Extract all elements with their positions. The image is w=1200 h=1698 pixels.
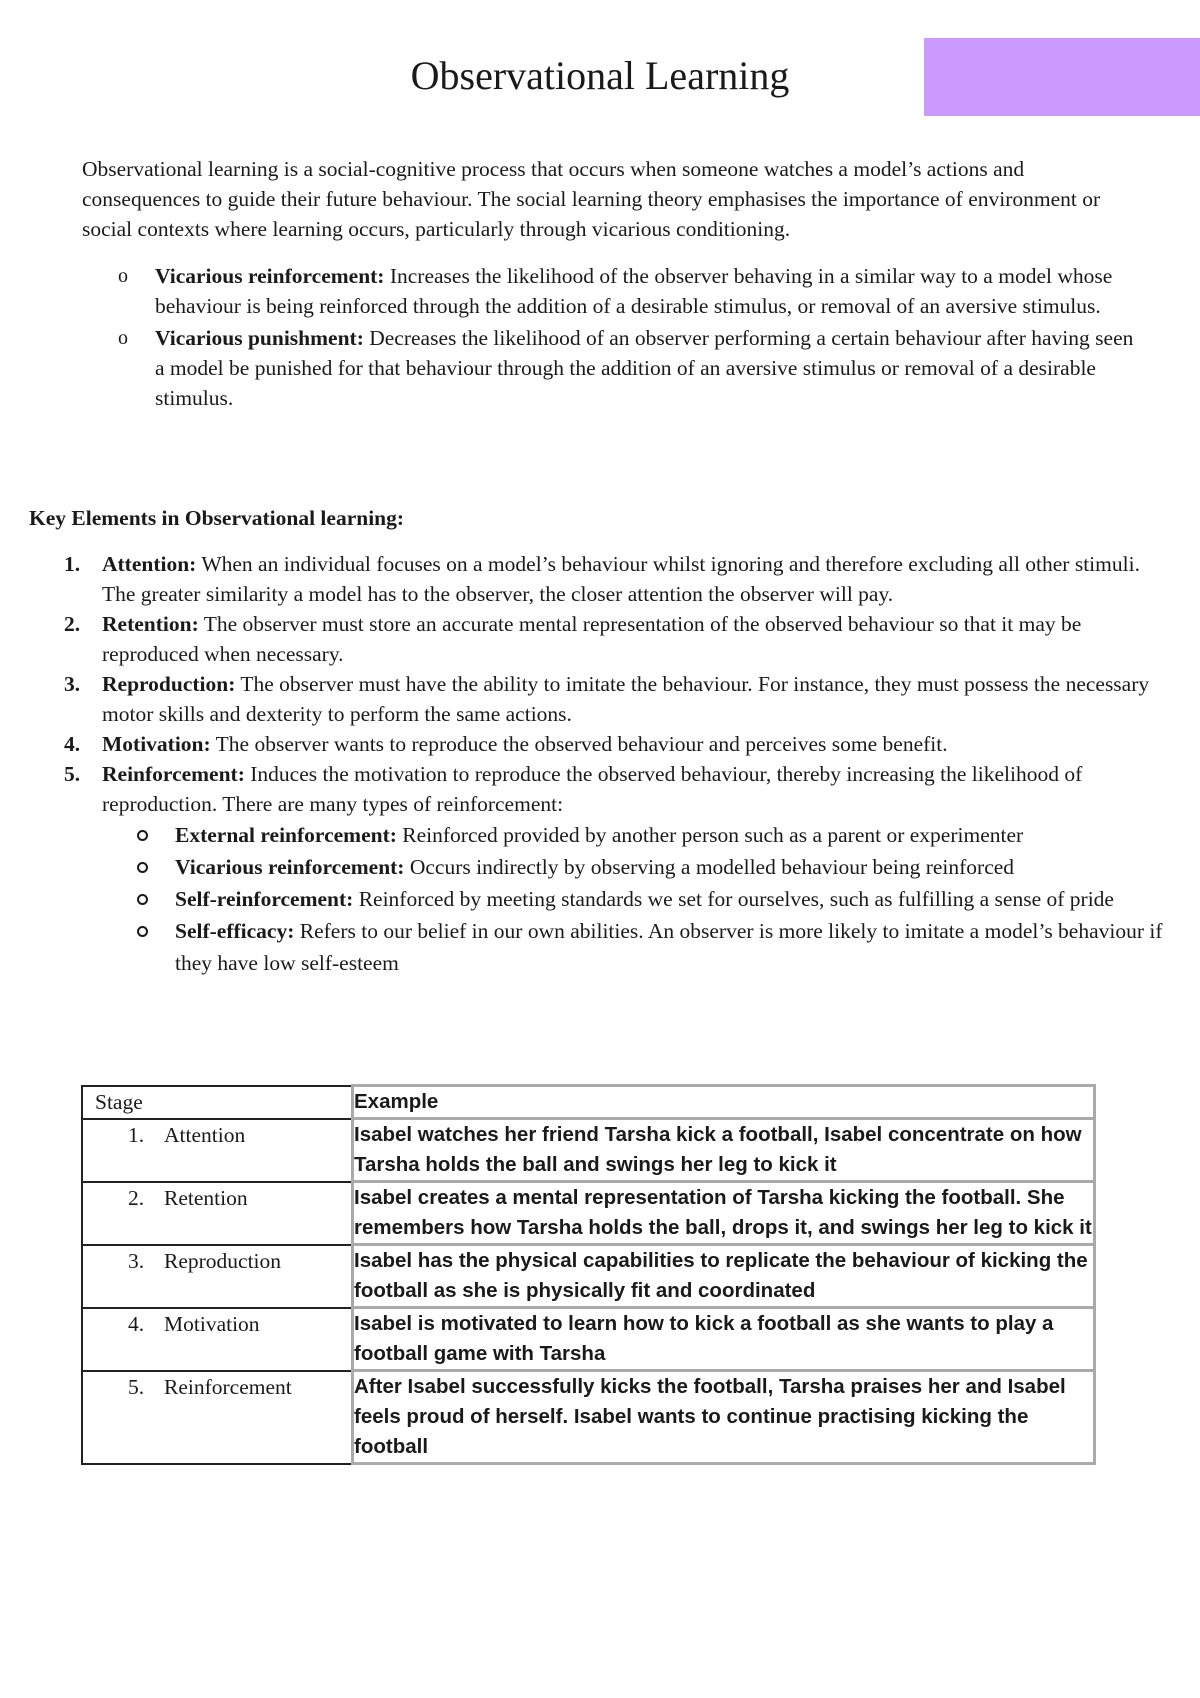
item-number: 3. <box>64 672 81 696</box>
item-number: 5. <box>64 762 81 786</box>
definition: The observer must have the ability to imitate the behaviour. For instance, they must possess the necessary motor skills and dexterity to perform the same actions. <box>102 672 1150 726</box>
stage-cell <box>82 1371 353 1464</box>
table-header-example: Example <box>353 1086 1095 1119</box>
stage-cell <box>82 1245 353 1308</box>
table-header-stage: Stage <box>82 1086 353 1119</box>
key-elements-list <box>56 549 1166 979</box>
example-cell: Isabel has the physical capabilities to replicate the behaviour of kicking the football as she is physically fit and coordinated <box>353 1245 1095 1308</box>
example-cell: After Isabel successfully kicks the football, Tarsha praises her and Isabel feels proud of herself. Isabel wants to continue practising kicking the football <box>353 1371 1095 1464</box>
stage-name: Motivation <box>164 1311 260 1336</box>
stage-name: Reinforcement <box>164 1374 292 1399</box>
list-item <box>56 729 1166 759</box>
stage-number: 2. <box>128 1185 145 1210</box>
bullet-o: o <box>118 327 128 349</box>
circle-bullet-icon <box>137 926 148 937</box>
definition: Occurs indirectly by observing a modelled behaviour being reinforced <box>404 855 1015 879</box>
bullet-o: o <box>118 265 128 287</box>
list-item <box>102 851 1166 883</box>
stage-number: 1. <box>128 1122 145 1147</box>
stage-cell <box>82 1119 353 1182</box>
vicarious-list <box>118 261 1138 413</box>
table-row <box>82 1119 1095 1182</box>
item-number: 2. <box>64 612 81 636</box>
item-number: 4. <box>64 732 81 756</box>
list-item <box>56 759 1166 979</box>
stage-cell <box>82 1182 353 1245</box>
stage-number: 5. <box>128 1374 145 1399</box>
stage-name: Retention <box>164 1185 248 1210</box>
list-item <box>102 819 1166 851</box>
definition: Reinforced provided by another person such as a parent or experimenter <box>396 823 1024 847</box>
term: Reinforcement: <box>102 762 245 786</box>
term: Vicarious punishment: <box>155 326 364 350</box>
term: Motivation: <box>102 732 211 756</box>
intro-paragraph: Observational learning is a social-cognitive process that occurs when someone watches a model’s actions and consequences to guide their future behaviour. The social learning theory emphasises the importance of environment or social contexts where learning occurs, particularly through vicarious conditioning. <box>82 157 1101 241</box>
list-item <box>118 323 1138 413</box>
term: Self-reinforcement: <box>175 887 354 911</box>
circle-bullet-icon <box>137 862 148 873</box>
definition: Increases the likelihood of the observer behaving in a similar way to a model whose behaviour is being reinforced through the addition of a desirable stimulus, or removal of an aversive stimulus. <box>155 264 1113 318</box>
stage-number: 4. <box>128 1311 145 1336</box>
list-item <box>56 609 1166 669</box>
definition: The observer wants to reproduce the observed behaviour and perceives some benefit. <box>210 732 948 756</box>
definition: Refers to our belief in our own abilities. An observer is more likely to imitate a model’s behaviour if they have low self-esteem <box>175 919 1163 975</box>
stage-name: Attention <box>164 1122 246 1147</box>
term: External reinforcement: <box>175 823 397 847</box>
stage-number: 3. <box>128 1248 145 1273</box>
table-row <box>82 1308 1095 1371</box>
term: Vicarious reinforcement: <box>175 855 405 879</box>
term: Self-efficacy: <box>175 919 295 943</box>
item-number: 1. <box>64 552 81 576</box>
definition: Induces the motivation to reproduce the observed behaviour, thereby increasing the likelihood of reproduction. There are many types of reinforcement: <box>102 762 1083 816</box>
list-item <box>102 915 1166 979</box>
stage-cell <box>82 1308 353 1371</box>
example-cell: Isabel is motivated to learn how to kick a football as she wants to play a football game with Tarsha <box>353 1308 1095 1371</box>
term: Retention: <box>102 612 199 636</box>
definition: Decreases the likelihood of an observer performing a certain behaviour after having seen a model be punished for that behaviour through the addition of an aversive stimulus or removal of a desirable stimulus. <box>155 326 1134 410</box>
stages-table <box>81 1084 1096 1465</box>
stage-name: Reproduction <box>164 1248 282 1273</box>
table-header-row <box>82 1086 1095 1119</box>
example-cell: Isabel creates a mental representation of Tarsha kicking the football. She remembers how Tarsha holds the ball, drops it, and swings her leg to kick it <box>353 1182 1095 1245</box>
circle-bullet-icon <box>137 830 148 841</box>
term: Reproduction: <box>102 672 236 696</box>
definition: When an individual focuses on a model’s behaviour whilst ignoring and therefore excluding all other stimuli. The greater similarity a model has to the observer, the closer attention the observer will pay. <box>102 552 1140 606</box>
table-row <box>82 1245 1095 1308</box>
table-row <box>82 1371 1095 1464</box>
circle-bullet-icon <box>137 894 148 905</box>
definition: The observer must store an accurate mental representation of the observed behaviour so that it may be reproduced when necessary. <box>102 612 1082 666</box>
definition: Reinforced by meeting standards we set for ourselves, such as fulfilling a sense of pride <box>353 887 1114 911</box>
term: Attention: <box>102 552 197 576</box>
key-elements-heading: Key Elements in Observational learning: <box>29 506 405 530</box>
table-row <box>82 1182 1095 1245</box>
example-cell: Isabel watches her friend Tarsha kick a football, Isabel concentrate on how Tarsha holds the ball and swings her leg to kick it <box>353 1119 1095 1182</box>
page-title: Observational Learning <box>410 53 790 98</box>
term: Vicarious reinforcement: <box>155 264 385 288</box>
list-item <box>118 261 1138 321</box>
list-item <box>102 883 1166 915</box>
reinforcement-types-list <box>102 819 1166 979</box>
list-item <box>56 669 1166 729</box>
list-item <box>56 549 1166 609</box>
